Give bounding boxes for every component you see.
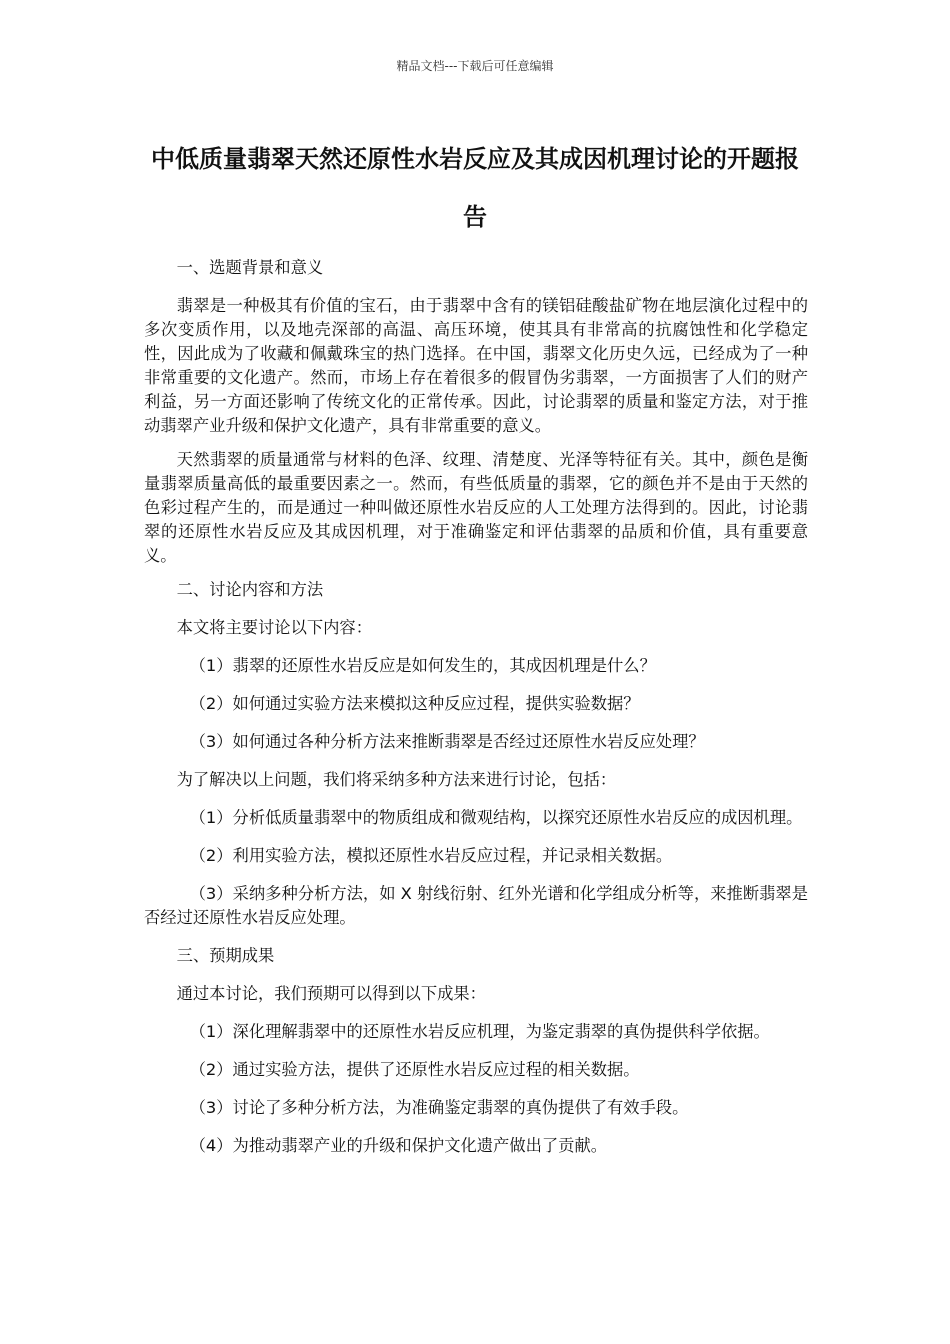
paragraph: 为了解决以上问题，我们将采纳多种方法来进行讨论，包括：: [176, 770, 617, 789]
list-item: （3）采纳多种分析方法，如 X 射线衍射、红外光谱和化学组成分析等，来推断翡翠是否经过还原性水岩反应处理。: [144, 884, 808, 927]
document-title: 中低质量翡翠天然还原性水岩反应及其成因机理讨论的开题报告: [151, 145, 799, 231]
list-item: （4）为推动翡翠产业的升级和保护文化遗产做出了贡献。: [189, 1136, 608, 1155]
paragraph: 翡翠是一种极其有价值的宝石，由于翡翠中含有的镁铝硅酸盐矿物在地层演化过程中的多次变质作用，以及地壳深部的高温、高压环境，使其具有非常高的抗腐蚀性和化学稳定性，因此成为了收藏和佩戴珠宝的热门选择。在中国，翡翠文化历史久远，已经成为了一种非常重要的文化遗产。然而，市场上存在着很多的假冒伪劣翡翠，一方面损害了人们的财产利益，另一方面还影响了传统文化的正常传承。因此，讨论翡翠的质量和鉴定方法，对于推动翡翠产业升级和保护文化遗产，具有非常重要的意义。: [144, 296, 808, 435]
section-heading-background: 一、选题背景和意义: [176, 258, 324, 277]
document-body: [144, 256, 808, 1158]
list-item: （1）翡翠的还原性水岩反应是如何发生的，其成因机理是什么？: [189, 656, 656, 675]
list-item: （2）利用实验方法，模拟还原性水岩反应过程，并记录相关数据。: [189, 846, 673, 865]
page-header: 精品文档---下载后可任意编辑: [396, 59, 554, 73]
list-item: （3）如何通过各种分析方法来推断翡翠是否经过还原性水岩反应处理？: [189, 732, 705, 751]
paragraph: 本文将主要讨论以下内容：: [176, 618, 372, 637]
list-item: （3）讨论了多种分析方法，为准确鉴定翡翠的真伪提供了有效手段。: [189, 1098, 689, 1117]
paragraph: 天然翡翠的质量通常与材料的色泽、纹理、清楚度、光泽等特征有关。其中，颜色是衡量翡翠质量高低的最重要因素之一。然而，有些低质量的翡翠，它的颜色并不是由于天然的色彩过程产生的，而是通过一种叫做还原性水岩反应的人工处理方法得到的。因此，讨论翡翠的还原性水岩反应及其成因机理，对于准确鉴定和评估翡翠的品质和价值，具有重要意义。: [144, 450, 808, 565]
list-item: （2）通过实验方法，提供了还原性水岩反应过程的相关数据。: [189, 1060, 640, 1079]
section-heading-content-method: 二、讨论内容和方法: [176, 580, 324, 599]
list-item: （1）深化理解翡翠中的还原性水岩反应机理，为鉴定翡翠的真伪提供科学依据。: [189, 1022, 770, 1041]
section-heading-expected-results: 三、预期成果: [176, 946, 275, 965]
paragraph: 通过本讨论，我们预期可以得到以下成果：: [176, 984, 486, 1003]
list-item: （1）分析低质量翡翠中的物质组成和微观结构，以探究还原性水岩反应的成因机理。: [189, 808, 803, 827]
list-item: （2）如何通过实验方法来模拟这种反应过程，提供实验数据？: [189, 694, 640, 713]
